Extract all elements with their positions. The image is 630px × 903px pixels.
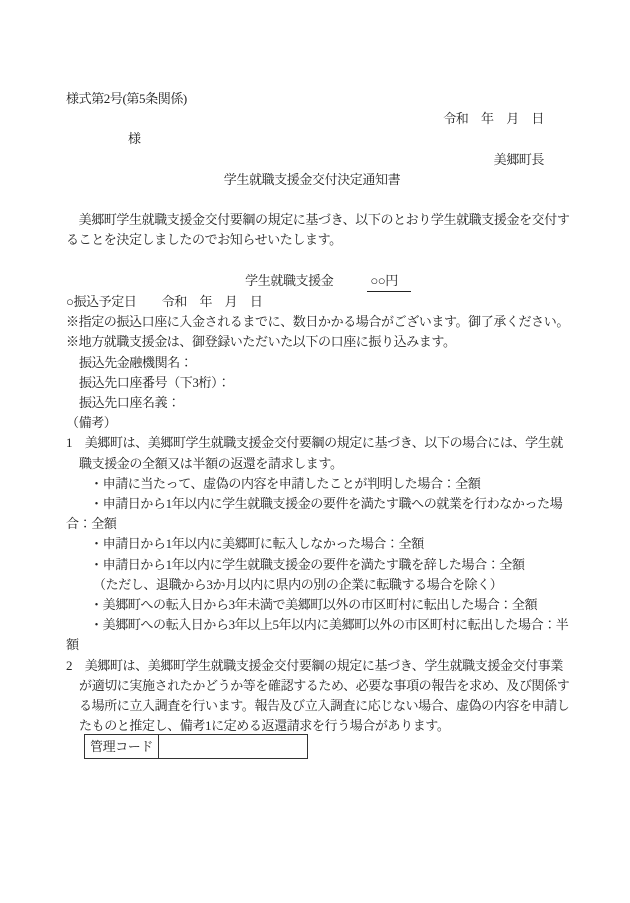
remark-1-bullet-4-note: （ただし、退職から3か月以内に県内の別の企業に転職する場合を除く） [93,576,503,592]
remark-2-line-1: 2 美郷町は、美郷町学生就職支援金交付要綱の規定に基づき、学生就職支援金交付事業 [66,657,563,673]
remark-2-line-4: たものと推定し、備考1に定める返還請求を行う場合があります。 [79,718,450,734]
remark-1-line-1: 1 美郷町は、美郷町学生就職支援金交付要綱の規定に基づき、以下の場合には、学生就 [66,435,563,451]
remarks-heading: （備考） [66,415,117,431]
grant-amount-line [66,271,558,292]
remark-1-bullet-5: ・美郷町への転入日から3年未満で美郷町以外の市区町村に転出した場合：全額 [90,597,538,613]
intro-line-1: 美郷町学生就職支援金交付要綱の規定に基づき、以下のとおり学生就職支援金を交付す [66,212,570,228]
payment-note-2: ※地方就職支援金は、御登録いただいた以下の口座に振り込みます。 [66,334,456,350]
bank-name-line: 振込先金融機関名： [79,354,193,370]
payment-note-1: ※指定の振込口座に入金されるまでに、数日かかる場合がございます。御了承ください。 [66,314,569,330]
account-number-line: 振込先口座番号（下3桁）： [79,374,230,390]
issue-date: 令和 年 月 日 [443,111,544,127]
form-number: 様式第2号(第5条関係) [66,91,187,106]
grant-amount: ○○円 [367,271,411,292]
remark-2-line-2: が適切に実施されたかどうか等を確認するため、必要な事項の報告を求め、及び関係す [79,677,570,693]
grant-label: 学生就職支援金 [245,272,334,288]
issuer: 美郷町長 [493,151,544,167]
intro-line-2: ることを決定しましたのでお知らせいたします。 [66,232,342,248]
remark-1-bullet-6-cont: 額 [66,637,79,653]
remark-1-bullet-2-cont: 合：全額 [66,516,117,532]
payment-scheduled-date: ○振込予定日 令和 年 月 日 [66,294,263,309]
admin-code-label: 管理コード [85,735,159,758]
remark-2-line-3: る場所に立入調査を行います。報告及び立入調査に応じない場合、虚偽の内容を申請し [79,698,570,714]
document-title: 学生就職支援金交付決定通知書 [223,171,401,187]
remark-1-bullet-4: ・申請日から1年以内に学生就職支援金の要件を満たす職を辞した場合：全額 [90,556,525,572]
remark-1-bullet-2: ・申請日から1年以内に学生就職支援金の要件を満たす職への就業を行わなかった場 [90,496,563,512]
remark-1-bullet-3: ・申請日から1年以内に美郷町に転入しなかった場合：全額 [90,536,424,552]
admin-code-table [84,734,308,759]
remark-1-line-2: 職支援金の全額又は半額の返還を請求します。 [79,455,343,471]
remark-1-bullet-6: ・美郷町への転入日から3年以上5年以内に美郷町以外の市区町村に転出した場合：半 [90,617,569,633]
admin-code-value [159,735,307,758]
addressee-honorific: 様 [128,131,141,147]
account-holder-line: 振込先口座名義： [79,395,180,411]
remark-1-bullet-1: ・申請に当たって、虚偽の内容を申請したことが判明した場合：全額 [90,475,481,491]
